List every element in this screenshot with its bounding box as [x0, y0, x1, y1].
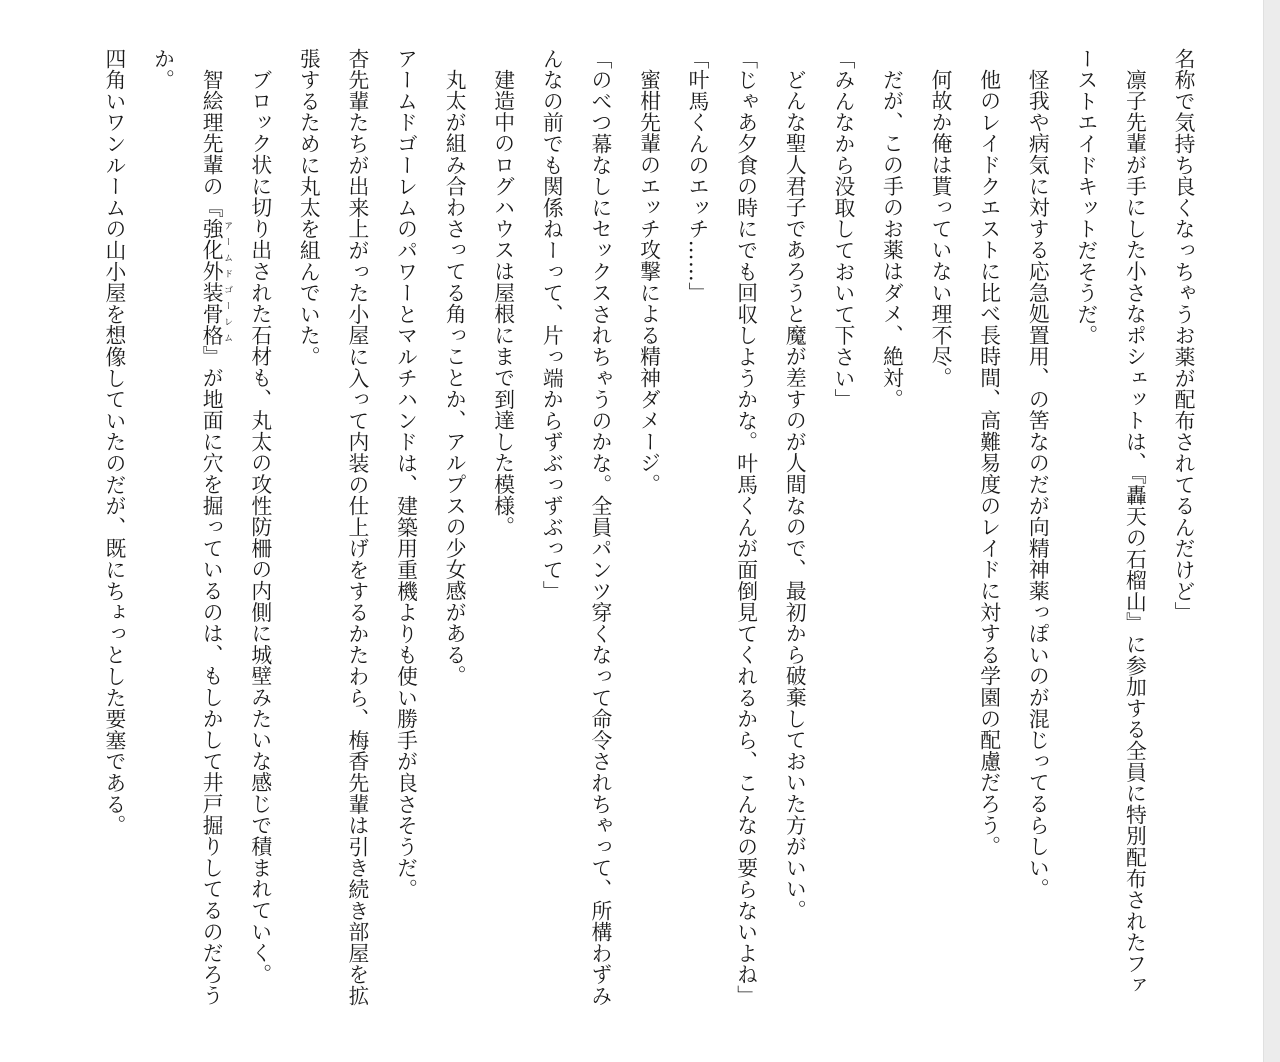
paragraph: 凛子先輩が手にした小さなポシェットは、『轟天の石榴山』に参加する全員に特別配布されたファーストエイドキットだそうだ。: [1073, 48, 1147, 996]
paragraph: 何故か俺は貰っていない理不尽。: [928, 68, 953, 389]
paragraph: アームドゴーレムのパワーとマルチハンドは、建築用重機よりも使い勝手が良さそうだ。: [393, 48, 418, 900]
paragraph: 蜜柑先輩のエッチ攻撃による精神ダメージ。: [636, 68, 661, 495]
ruby-after-text: 』が地面に穴を掘っているのは、もしかして井戸掘りしてるのだろうか。: [150, 48, 224, 1007]
paragraph: 建造中のログハウスは屋根にまで到達した模様。: [490, 68, 515, 538]
ruby-base: 強化外装骨格: [199, 217, 224, 346]
vertical-text-body: [27, 48, 1207, 1008]
ruby-annotation: [199, 217, 233, 346]
dialogue-line: 「みんなから没取しておいて下さい」: [830, 48, 855, 411]
paragraph: 杏先輩たちが出来上がった小屋に入って内装の仕上げをするかたわら、梅香先輩は引き続き部屋を拡張するために丸太を組んでいた。: [296, 48, 369, 1007]
paragraph: 他のレイドクエストに比べ長時間、高難易度のレイドに対する学園の配慮だろう。: [976, 68, 1001, 857]
paragraph: ブロック状に切り出された石材も、丸太の攻性防柵の内側に城壁みたいな感じで積まれていく。: [247, 68, 272, 985]
paragraph: 四角いワンルームの山小屋を想像していたのだが、既にちょっとした要塞である。: [101, 48, 126, 837]
dialogue-line: 「じゃあ夕食の時にでも回収しようかな。叶馬くんが面倒見てくれるから、こんなの要らないよね」: [733, 48, 758, 1007]
paragraph-with-ruby: [138, 48, 235, 1008]
vertical-scrollbar[interactable]: [1263, 0, 1280, 1062]
ruby-before-text: 智絵理先輩の『: [199, 68, 224, 218]
paragraph: 怪我や病気に対する応急処置用、の筈なのだが向精神薬っぽいのが混じってるらしい。: [1025, 68, 1050, 900]
paragraph: どんな聖人君子であろうと魔が差すのが人間なので、最初から破棄しておいた方がいい。: [782, 68, 807, 921]
dialogue-line: 「叶馬くんのエッチ……」: [685, 48, 710, 304]
ruby-reading: アームドゴーレム: [222, 217, 233, 346]
paragraph: 名称で気持ち良くなっちゃうお薬が配布されてるんだけど」: [1171, 48, 1195, 624]
paragraph: だが、この手のお薬はダメ、絶対。: [879, 68, 904, 410]
paragraph: 丸太が組み合わさってる角っことか、アルプスの少女感がある。: [442, 68, 467, 687]
dialogue-line: 「のべつ幕なしにセックスされちゃうのかな。全員パンツ穿くなって命令されちゃって、所構わずみんなの前でも関係ねーって、片っ端からずぶっずぶって」: [539, 48, 612, 1007]
